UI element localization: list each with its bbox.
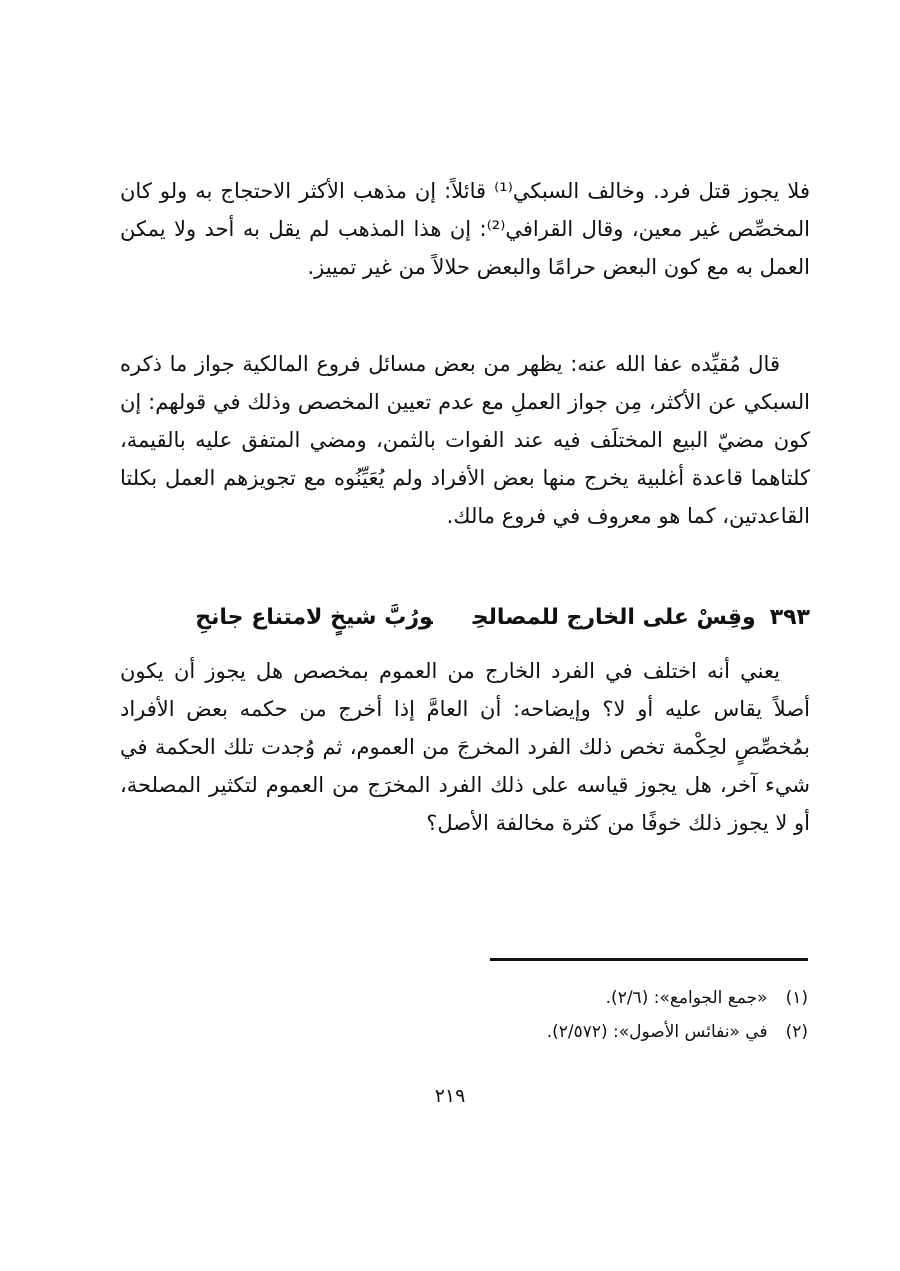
footnote-separator (490, 958, 808, 961)
footnote-text: «جمع الجوامع»: (٢/٦). (605, 988, 768, 1008)
verse-hemistich-first: وقِسْ على الخارج للمصالحِ (472, 605, 756, 630)
verse-line (120, 598, 810, 638)
footnote-marker: (١) (785, 988, 808, 1008)
footnote-text: في «نفائس الأصول»: (٢/٥٧٢). (546, 1022, 768, 1042)
paragraph-verse-explanation-text: يعني أنه اختلف في الفرد الخارج من العموم بمخصص هل يجوز أن يكون أصلاً يقاس عليه أو لا؟ وإيضاحه: أن العامَّ إذا أخرج من حكمه بعض الأفراد بمُخصِّصٍ لحِكْمة تخص ذلك الفرد المخرجَ من العموم، ثم وُجدت تلك الحكمة في شيء آخر، هل يجوز قياسه على ذلك الفرد المخرَج من العموم لتكثير المصلحة، أو لا يجوز ذلك خوفًا من كثرة مخالفة الأصل؟ (120, 659, 810, 835)
footnote-1 (300, 984, 808, 1012)
verse-number: ٣٩٣ (769, 605, 810, 630)
paragraph-verse-explanation (120, 652, 810, 842)
paragraph-author-comment-text: قال مُقيِّده عفا الله عنه: يظهر من بعض مسائل فروع المالكية جواز ما ذكره السبكي عن الأكثر، مِن جواز العملِ مع عدم تعيين المخصص وذلك في قولهم: إن كون مضيّ البيع المختلَف فيه عند الفوات بالثمن، ومضي المتفق عليه بالقيمة، كلتاهما قاعدة أغلبية يخرج منها بعض الأفراد ولم يُعَيِّنُوه مع تجويزهم العمل بكلتا القاعدتين، كما هو معروف في فروع مالك. (120, 352, 810, 528)
footnote-marker: (٢) (785, 1022, 808, 1042)
verse-hemistich-second: ورُبَّ شيخٍ لامتناع جانحِ (195, 605, 433, 630)
page-number: ٢١٩ (434, 1085, 466, 1107)
paragraph-sobki-qarafi: فلا يجوز قتل فرد. وخالف السبكي⁽¹⁾ قائلاً: إن مذهب الأكثر الاحتجاج به ولو كان المخصِّص غير معين، وقال القرافي⁽²⁾: إن هذا المذهب لم يقل به أحد ولا يمكن العمل به مع كون البعض حرامًا والبعض حلالاً من غير تمييز. (120, 179, 810, 279)
footnote-2 (300, 1018, 808, 1046)
paragraph-author-comment (120, 345, 810, 535)
